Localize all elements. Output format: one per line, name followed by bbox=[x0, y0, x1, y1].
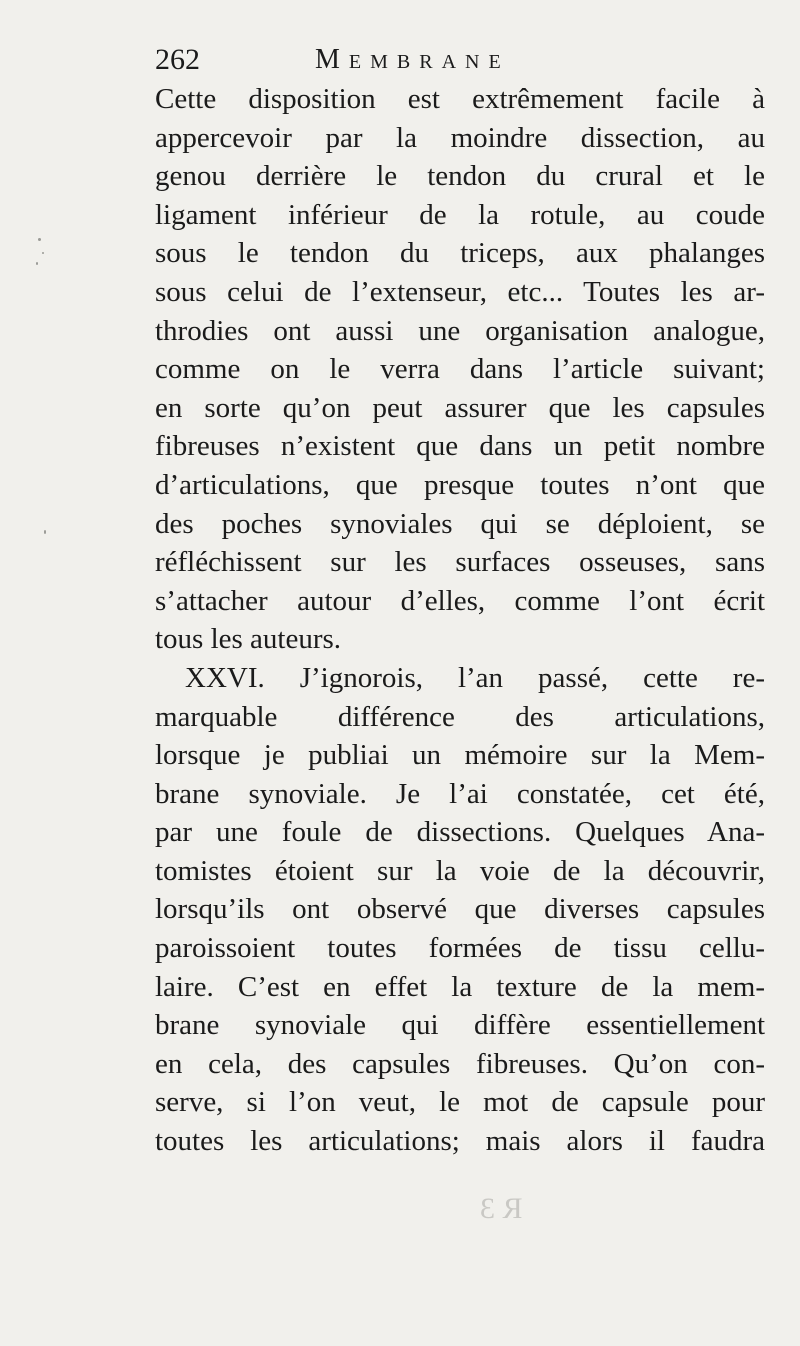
text-line: marquable différence des articulations, bbox=[155, 700, 765, 733]
show-through-signature-mark: R 3 bbox=[480, 1192, 523, 1225]
text-line: en sorte qu’on peut assurer que les capsules bbox=[155, 391, 765, 424]
text-line: appercevoir par la moindre dissection, au bbox=[155, 121, 765, 154]
text-line: tous les auteurs. bbox=[155, 623, 342, 656]
text-line: brane synoviale qui diffère essentiellement bbox=[155, 1009, 765, 1042]
ink-speck bbox=[44, 530, 46, 534]
text-line: d’articulations, que presque toutes n’ont que bbox=[155, 468, 765, 501]
text-line: laire. C’est en effet la texture de la mem- bbox=[155, 970, 765, 1003]
text-line: lorsqu’ils ont observé que diverses capsules bbox=[155, 893, 765, 926]
text-line: lorsque je publiai un mémoire sur la Mem- bbox=[155, 739, 765, 772]
text-line: brane synoviale. Je l’ai constatée, cet été, bbox=[155, 777, 765, 810]
text-line: s’attacher autour d’elles, comme l’ont écrit bbox=[155, 584, 765, 617]
text-line: genou derrière le tendon du crural et le bbox=[155, 160, 765, 193]
text-line: par une foule de dissections. Quelques Ana- bbox=[155, 816, 765, 849]
ink-speck bbox=[42, 252, 44, 254]
text-line: XXVI. J’ignorois, l’an passé, cette re- bbox=[185, 661, 765, 694]
text-line: fibreuses n’existent que dans un petit nombre bbox=[155, 430, 765, 463]
text-line: paroissoient toutes formées de tissu cellu- bbox=[155, 932, 765, 965]
text-line: tomistes étoient sur la voie de la découvrir, bbox=[155, 854, 765, 887]
ink-speck bbox=[38, 238, 41, 241]
text-line: des poches synoviales qui se déploient, se bbox=[155, 507, 765, 540]
page-number: 262 bbox=[155, 43, 200, 76]
text-line: throdies ont aussi une organisation analogue, bbox=[155, 314, 765, 347]
ink-speck bbox=[36, 262, 38, 265]
text-line: sous le tendon du triceps, aux phalanges bbox=[155, 237, 765, 270]
running-title: Membrane bbox=[315, 44, 510, 75]
text-line: comme on le verra dans l’article suivant; bbox=[155, 353, 765, 386]
text-line: serve, si l’on veut, le mot de capsule pour bbox=[155, 1086, 765, 1119]
text-line: réfléchissent sur les surfaces osseuses, sans bbox=[155, 546, 765, 579]
text-line: ligament inférieur de la rotule, au coude bbox=[155, 198, 765, 231]
text-line: sous celui de l’extenseur, etc... Toutes les ar- bbox=[155, 275, 765, 308]
page-header bbox=[155, 38, 760, 82]
text-line: Cette disposition est extrêmement facile à bbox=[155, 83, 765, 115]
text-line: en cela, des capsules fibreuses. Qu’on con- bbox=[155, 1047, 765, 1080]
text-line: toutes les articulations; mais alors il faudra bbox=[155, 1125, 765, 1158]
body-text bbox=[155, 80, 765, 1161]
